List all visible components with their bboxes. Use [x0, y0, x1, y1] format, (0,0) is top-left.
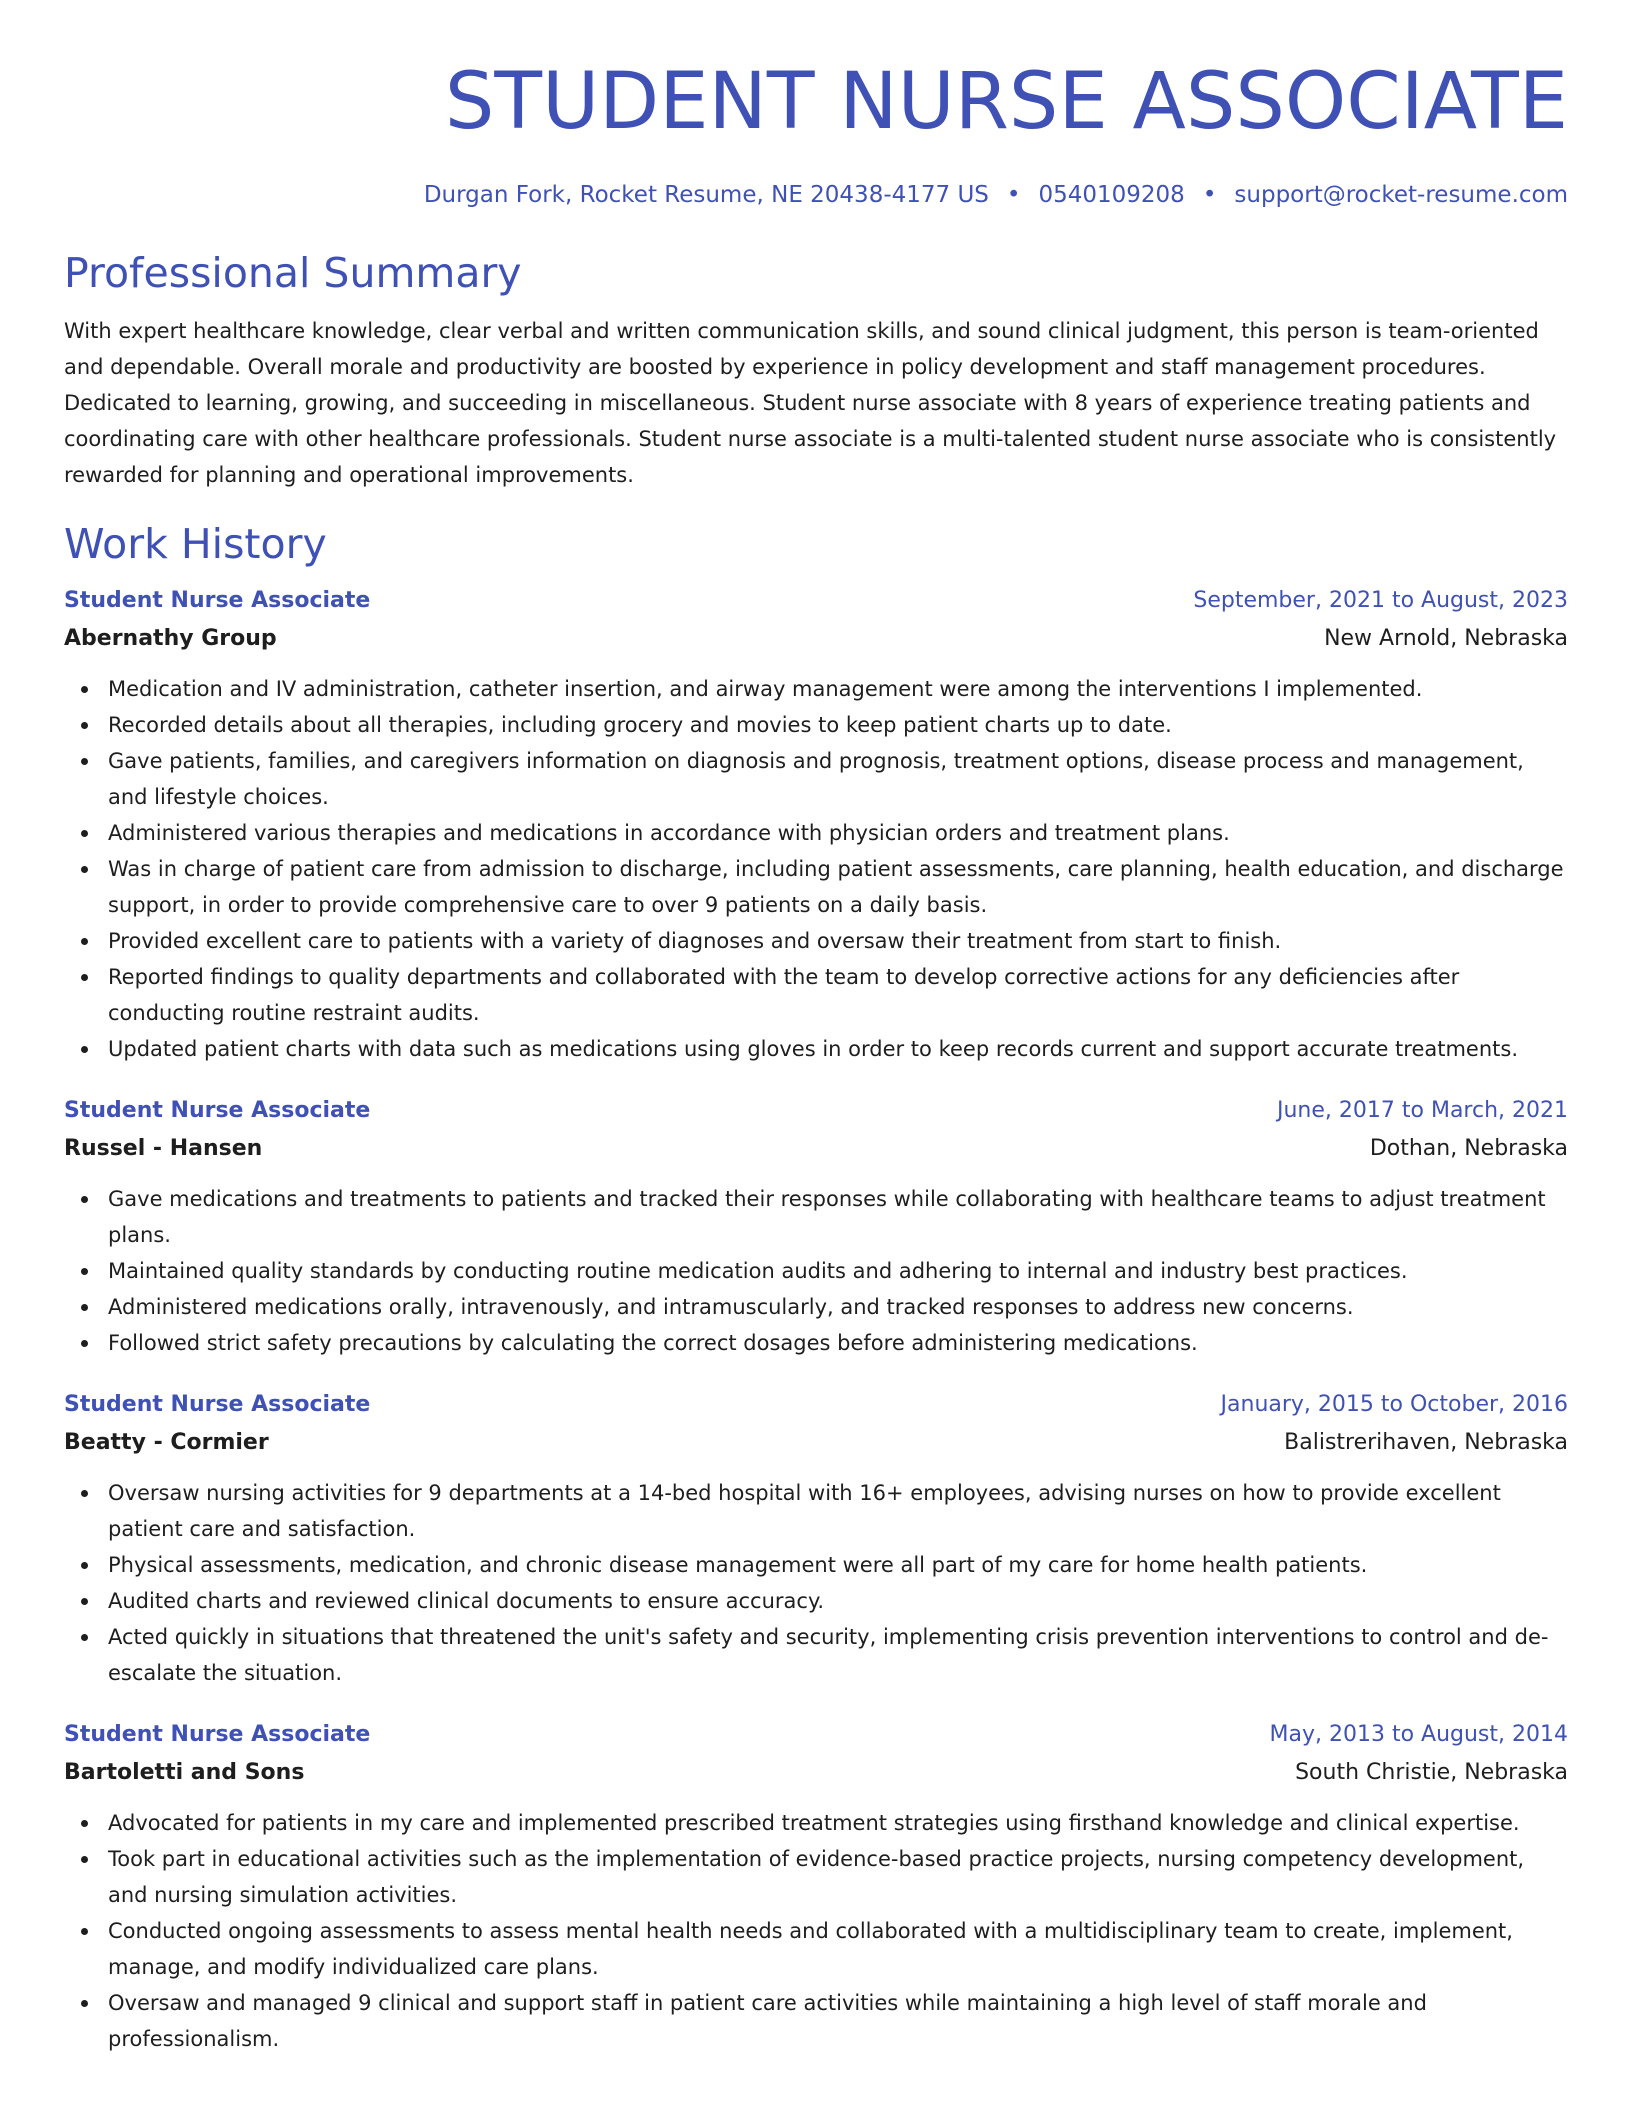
contact-phone: 0540109208	[1038, 182, 1185, 208]
work-history-list	[64, 583, 1568, 2057]
job-bullet: Acted quickly in situations that threatened the unit's safety and security, implementing crisis prevention interventions to control and de-escalate the situation.	[108, 1619, 1568, 1691]
job-bullet: Gave medications and treatments to patients and tracked their responses while collaborating with healthcare teams to adjust treatment plans.	[108, 1181, 1568, 1253]
job-location: New Arnold, Nebraska	[1324, 626, 1568, 651]
job-company-row	[64, 1753, 1568, 1793]
job-bullet: Conducted ongoing assessments to assess mental health needs and collaborated with a multidisciplinary team to create, implement, manage, and modify individualized care plans.	[108, 1913, 1568, 1985]
work-history-heading: Work History	[64, 520, 327, 568]
job-bullet-list	[64, 1805, 1568, 2057]
job-bullet-list	[64, 671, 1568, 1067]
job-bullet: Administered various therapies and medications in accordance with physician orders and treatment plans.	[108, 815, 1568, 851]
job-title-row	[64, 583, 1568, 619]
summary-heading: Professional Summary	[64, 249, 522, 297]
job-title: Student Nurse Associate	[64, 588, 371, 613]
resume-header	[64, 56, 1568, 210]
job-title-row	[64, 1387, 1568, 1423]
contact-address: Durgan Fork, Rocket Resume, NE 20438-4177 US	[423, 182, 989, 208]
job-company: Beatty - Cormier	[64, 1430, 269, 1455]
job-company: Bartoletti and Sons	[64, 1760, 305, 1785]
job-bullet: Administered medications orally, intravenously, and intramuscularly, and tracked responses to address new concerns.	[108, 1289, 1568, 1325]
job-bullet: Was in charge of patient care from admission to discharge, including patient assessments, care planning, health education, and discharge support, in order to provide comprehensive care to over 9 patients on a daily basis.	[108, 851, 1568, 923]
job-company-row	[64, 1423, 1568, 1463]
job-bullet: Took part in educational activities such as the implementation of evidence-based practice projects, nursing competency development, and nursing simulation activities.	[108, 1841, 1568, 1913]
job-bullet: Followed strict safety precautions by calculating the correct dosages before administering medications.	[108, 1325, 1568, 1361]
job-bullet: Audited charts and reviewed clinical documents to ensure accuracy.	[108, 1583, 1568, 1619]
job-company: Abernathy Group	[64, 626, 277, 651]
job-bullet: Maintained quality standards by conducting routine medication audits and adhering to internal and industry best practices.	[108, 1253, 1568, 1289]
job-bullet: Reported findings to quality departments and collaborated with the team to develop corrective actions for any deficiencies after conducting routine restraint audits.	[108, 959, 1568, 1031]
job-dates: September, 2021 to August, 2023	[1193, 588, 1568, 613]
job-location: South Christie, Nebraska	[1295, 1760, 1568, 1785]
job-bullet: Medication and IV administration, catheter insertion, and airway management were among the interventions I implemented.	[108, 671, 1568, 707]
job-company: Russel - Hansen	[64, 1136, 263, 1161]
job-bullet: Provided excellent care to patients with a variety of diagnoses and oversaw their treatment from start to finish.	[108, 923, 1568, 959]
job-entry	[64, 583, 1568, 1067]
job-bullet: Oversaw nursing activities for 9 departments at a 14-bed hospital with 16+ employees, advising nurses on how to provide excellent patient care and satisfaction.	[108, 1475, 1568, 1547]
job-bullet: Recorded details about all therapies, including grocery and movies to keep patient charts up to date.	[108, 707, 1568, 743]
job-location: Dothan, Nebraska	[1369, 1136, 1568, 1161]
job-title-row	[64, 1093, 1568, 1129]
job-entry	[64, 1717, 1568, 2057]
contact-separator: •	[1202, 182, 1217, 208]
job-dates: May, 2013 to August, 2014	[1269, 1722, 1568, 1747]
contact-line	[64, 180, 1568, 210]
job-dates: January, 2015 to October, 2016	[1220, 1392, 1568, 1417]
job-company-row	[64, 619, 1568, 659]
job-bullet: Oversaw and managed 9 clinical and support staff in patient care activities while maintaining a high level of staff morale and professionalism.	[108, 1985, 1568, 2057]
job-bullet-list	[64, 1475, 1568, 1691]
contact-email: support@rocket-resume.com	[1234, 182, 1568, 208]
job-title: Student Nurse Associate	[64, 1722, 371, 1747]
job-title: Student Nurse Associate	[64, 1098, 371, 1123]
job-company-row	[64, 1129, 1568, 1169]
job-location: Balistrerihaven, Nebraska	[1284, 1430, 1568, 1455]
job-title-row	[64, 1717, 1568, 1753]
job-entry	[64, 1093, 1568, 1361]
contact-separator: •	[1006, 182, 1021, 208]
job-entry	[64, 1387, 1568, 1691]
job-dates: June, 2017 to March, 2021	[1277, 1098, 1568, 1123]
job-bullet-list	[64, 1181, 1568, 1361]
candidate-name: STUDENT NURSE ASSOCIATE	[444, 57, 1568, 147]
job-title: Student Nurse Associate	[64, 1392, 371, 1417]
job-bullet: Updated patient charts with data such as medications using gloves in order to keep records current and support accurate treatments.	[108, 1031, 1568, 1067]
job-bullet: Gave patients, families, and caregivers information on diagnosis and prognosis, treatment options, disease process and management, and lifestyle choices.	[108, 743, 1568, 815]
summary-text: With expert healthcare knowledge, clear verbal and written communication skills, and sound clinical judgment, this person is team-oriented and dependable. Overall morale and productivity are boosted by experience in policy development and staff management procedures. Dedicated to learning, growing, and succeeding in miscellaneous. Student nurse associate with 8 years of experience treating patients and coordinating care with other healthcare professionals. Student nurse associate is a multi-talented student nurse associate who is consistently rewarded for planning and operational improvements.	[64, 319, 1557, 487]
job-bullet: Advocated for patients in my care and implemented prescribed treatment strategies using firsthand knowledge and clinical expertise.	[108, 1805, 1568, 1841]
job-bullet: Physical assessments, medication, and chronic disease management were all part of my care for home health patients.	[108, 1547, 1568, 1583]
